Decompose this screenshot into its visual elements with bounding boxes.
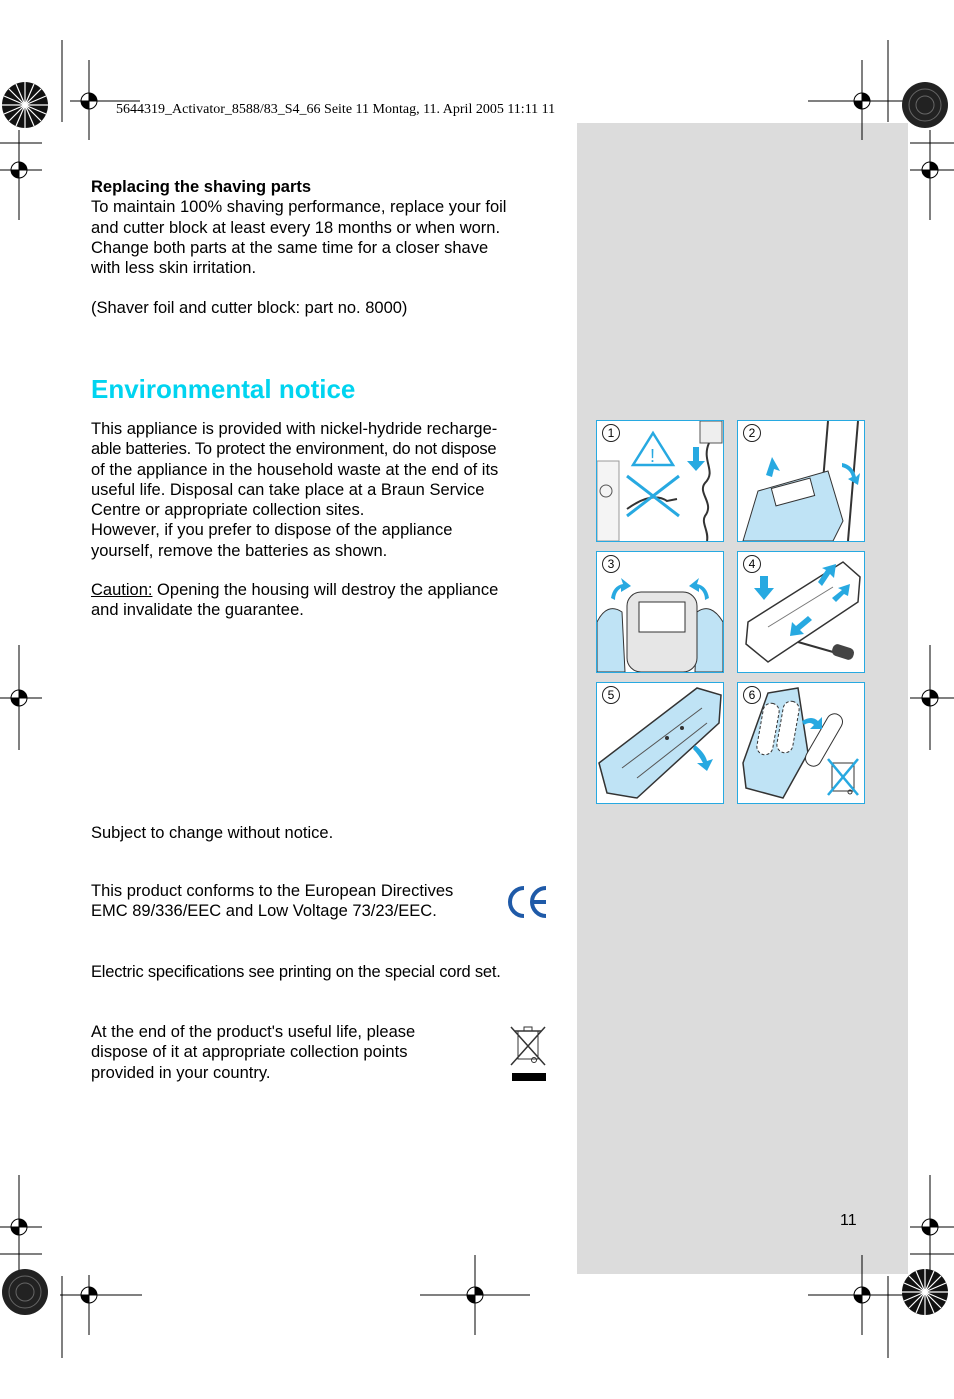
caution-text: Opening the housing will destroy the appliance xyxy=(152,581,499,599)
replacing-line: Change both parts at the same time for a closer shave xyxy=(91,238,489,257)
figure-number: 1 xyxy=(602,424,620,442)
disposal-line: provided in your country. xyxy=(91,1063,271,1082)
figure-4 xyxy=(737,551,865,673)
disposal-line: dispose of it at appropriate collection points xyxy=(91,1043,408,1062)
figure-5 xyxy=(596,682,724,804)
replacing-line: and cutter block at least every 18 months or when worn. xyxy=(91,218,501,237)
replacing-section xyxy=(91,177,561,278)
conformity-text xyxy=(91,881,511,922)
caution-text-2: and invalidate the guarantee. xyxy=(91,601,304,620)
disposal-text xyxy=(91,1022,491,1083)
replacing-line: with less skin irritation. xyxy=(91,259,257,278)
figure-number: 4 xyxy=(743,555,761,573)
figure-3 xyxy=(596,551,724,673)
subject-to-change: Subject to change without notice. xyxy=(91,824,334,842)
section-heading: Environmental notice xyxy=(91,374,356,404)
figure-number: 5 xyxy=(602,686,620,704)
caution-label: Caution: xyxy=(91,581,153,599)
figure-2 xyxy=(737,420,865,542)
replacing-line: To maintain 100% shaving performance, replace your foil xyxy=(91,198,507,217)
disposal-line: At the end of the product's useful life, please xyxy=(91,1023,416,1041)
environmental-body xyxy=(91,419,566,561)
print-slug: 5644319_Activator_8588/83_S4_66 Seite 11 Montag, 11. April 2005 11:11 11 xyxy=(116,102,556,117)
conformity-line: EMC 89/336/EEC and Low Voltage 73/23/EEC. xyxy=(91,902,437,921)
figure-number: 2 xyxy=(743,424,761,442)
caution-note xyxy=(91,580,561,621)
figure-1 xyxy=(596,420,724,542)
electric-spec: Electric specifications see printing on the special cord set. xyxy=(91,963,501,981)
part-number: (Shaver foil and cutter block: part no. 8000) xyxy=(91,299,408,317)
env-line: of the appliance in the household waste at the end of its xyxy=(91,460,499,479)
env-line: Centre or appropriate collection sites. xyxy=(91,501,365,520)
page-number: 11 xyxy=(840,1212,857,1229)
wheelie-bin-crossed-icon xyxy=(508,1025,548,1083)
conformity-line: This product conforms to the European Directives xyxy=(91,882,454,900)
wheelie-bin-crossed-icon xyxy=(828,759,858,795)
ce-mark-icon xyxy=(506,884,550,920)
env-line: able batteries. To protect the environment, do not dispose xyxy=(91,440,497,459)
svg-text:!: ! xyxy=(650,446,656,466)
env-line: However, if you prefer to dispose of the appliance xyxy=(91,521,453,540)
env-line: yourself, remove the batteries as shown. xyxy=(91,541,388,560)
figure-number: 3 xyxy=(602,555,620,573)
figure-number: 6 xyxy=(743,686,761,704)
env-line: This appliance is provided with nickel-hydride recharge- xyxy=(91,420,498,438)
replacing-title: Replacing the shaving parts xyxy=(91,178,312,196)
env-line: useful life. Disposal can take place at a Braun Service xyxy=(91,480,485,499)
figure-6 xyxy=(737,682,865,804)
